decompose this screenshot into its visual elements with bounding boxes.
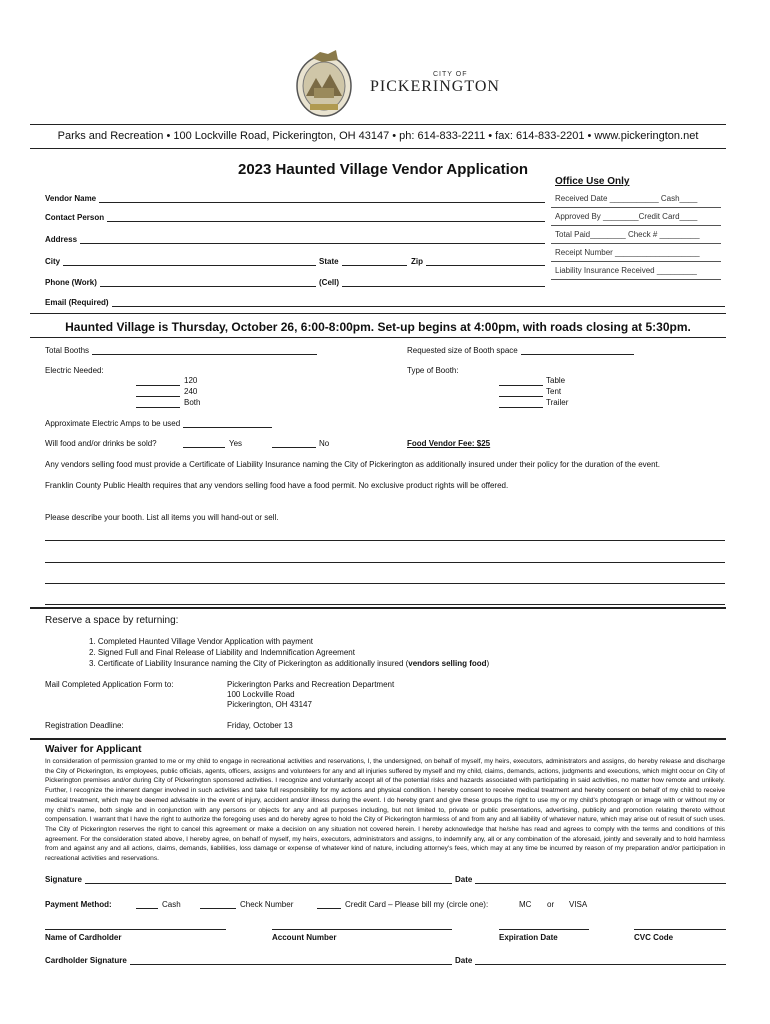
electric-both-blank[interactable]	[136, 407, 180, 408]
mail-address-line: 100 Lockville Road	[227, 690, 295, 699]
email-field[interactable]: Email (Required)	[45, 297, 725, 307]
electric-120-blank[interactable]	[136, 385, 180, 386]
expiration-date-line[interactable]	[499, 929, 589, 930]
mail-address-line: Pickerington Parks and Recreation Department	[227, 680, 395, 689]
office-row: Receipt Number ___________________	[551, 244, 721, 262]
header-rule	[30, 124, 726, 125]
food-vendor-fee: Food Vendor Fee: $25	[407, 439, 491, 448]
booth-tent-blank[interactable]	[499, 396, 543, 397]
reserve-item: 2. Signed Full and Final Release of Liability and Indemnification Agreement	[89, 648, 355, 657]
zip-field[interactable]: Zip	[411, 256, 545, 266]
check-blank[interactable]	[200, 908, 236, 909]
food-yes-blank[interactable]	[183, 447, 225, 448]
booth-trailer-blank[interactable]	[499, 407, 543, 408]
booth-table-blank[interactable]	[499, 385, 543, 386]
address-field[interactable]: Address	[45, 234, 545, 244]
event-banner: Haunted Village is Thursday, October 26, 6:00-8:00pm. Set-up begins at 4:00pm, with roads closing at 5:30pm.	[65, 320, 691, 334]
or-label: or	[547, 900, 555, 909]
electric-needed-label: Electric Needed:	[45, 366, 104, 375]
state-field[interactable]: State	[319, 256, 407, 266]
cvc-code-line[interactable]	[634, 929, 726, 930]
health-note: Franklin County Public Health requires that any vendors selling food have a food permit. No exclusive product rights will be offered.	[45, 481, 509, 490]
office-row: Received Date ___________ Cash____	[551, 190, 721, 208]
form-title: 2023 Haunted Village Vendor Application	[238, 161, 529, 178]
cash-blank[interactable]	[136, 908, 158, 909]
credit-card-label: Credit Card – Please bill my (circle one):	[345, 900, 489, 909]
waiver-title: Waiver for Applicant	[45, 744, 142, 755]
credit-card-blank[interactable]	[317, 908, 341, 909]
mc-option[interactable]: MC	[519, 900, 532, 909]
date-field[interactable]: Date	[455, 874, 726, 884]
reserve-item-3: 3. Certificate of Liability Insurance naming the City of Pickerington as additionally insured (vendors selling food)	[89, 659, 490, 668]
signature-field[interactable]: Signature	[45, 874, 452, 884]
waiver-text: In consideration of permission granted to me or my child to engage in recreational activities and reservations, I, the undersigned, on behalf of myself, my heirs, executors, administrators and assigns, do hereby release and discharge the City of Pickerington, its employees, public officials, agents, officers, assigns and volunteers for any and all injuries suffered by myself and my child, claims, demands, actions, judgments and executions, which might occur on City of Pickerington premises and/or during City of Pickerington sponsored activities. I recognize and voluntarily accept all of the potential risks and hazards associated with participating in said activities, no matter how remote and unlikely. Further, I recognize the inherent danger involved in such activities and take full responsibility for my actions and physical condition. I hereby consent to receive medical treatment and hereby consent on behalf of my child to receive medical treatment, which may be deemed advisable in the event of injury, accident and/or illness during the event. I do hereby grant and give these groups the right to use my or my child's photograph or image with or without my or my child's name, both single and in conjunction with any persons or objects for any and all purposes including, but not limited to, private or public presentations, advertising, publicity and promotion relating thereto without compensation. I warrant that I have the right to authorize the foregoing uses and do hereby agree to hold the City of Pickerington harmless of and from any and all liability of whatever nature, which may arise out of result of such uses. The City of Pickerington reserves the right to cancel this agreement or make a decision on any situation not covered herein. I hereby acknowledge that he/she has read and agrees to comply with the terms and conditions of this agreement. For the consideration stated above, I hereby agree, on behalf of myself, my heirs, executors, administrators and assigns, to indemnify any, all or any combination of the aforesaid, jointly and severally and to hold harmless from and against any and all actions, claims, demands, liabilities, loss damage or expense of whatever kind of nature, including attorney's fees, which may at any time be incurred by reason of my preparation and/or participation in recreational activities and reservations.	[45, 758, 725, 863]
cardholder-date-field[interactable]: Date	[455, 955, 726, 965]
payment-method-label: Payment Method:	[45, 900, 112, 909]
electric-option: 240	[184, 387, 198, 396]
account-number-label: Account Number	[272, 933, 337, 942]
electric-option: Both	[184, 398, 201, 407]
contact-line: Parks and Recreation • 100 Lockville Road, Pickerington, OH 43147 • ph: 614-833-2211 • fax: 614-833-2201 • www.pickerington.net	[57, 130, 699, 142]
reserve-item: 1. Completed Haunted Village Vendor Application with payment	[89, 637, 313, 646]
header-rule-2	[30, 148, 726, 149]
phone-work-field[interactable]: Phone (Work)	[45, 277, 316, 287]
contact-person-field[interactable]: Contact Person	[45, 212, 545, 222]
account-number-line[interactable]	[272, 929, 452, 930]
office-row: Total Paid________ Check # _________	[551, 226, 721, 244]
office-use-title: Office Use Only	[555, 176, 630, 187]
city-name-logo: PICKERINGTON	[370, 78, 500, 95]
booth-option: Trailer	[546, 398, 569, 407]
describe-line[interactable]	[45, 540, 725, 541]
office-row: Approved By ________Credit Card____	[551, 208, 721, 226]
mail-label: Mail Completed Application Form to:	[45, 680, 174, 689]
mail-address-line: Pickerington, OH 43147	[227, 700, 312, 709]
cardholder-name-label: Name of Cardholder	[45, 933, 122, 942]
visa-option[interactable]: VISA	[569, 900, 588, 909]
deadline-label: Registration Deadline:	[45, 721, 124, 730]
booth-option: Table	[546, 376, 566, 385]
office-row: Liability Insurance Received _________	[551, 262, 721, 280]
deadline-value: Friday, October 13	[227, 721, 293, 730]
cvc-code-label: CVC Code	[634, 933, 674, 942]
banner-rule-bottom	[30, 337, 726, 338]
food-question: Will food and/or drinks be sold?	[45, 439, 157, 448]
cardholder-name-line[interactable]	[45, 929, 226, 930]
city-of-label: CITY OF	[433, 71, 468, 78]
describe-line[interactable]	[45, 562, 725, 563]
electric-240-blank[interactable]	[136, 396, 180, 397]
cash-label: Cash	[162, 900, 181, 909]
section-rule	[30, 607, 726, 609]
describe-booth-label: Please describe your booth. List all items you will hand-out or sell.	[45, 513, 279, 522]
banner-rule-top	[30, 313, 726, 314]
booth-type-label: Type of Booth:	[407, 366, 459, 375]
section-rule	[30, 738, 726, 740]
expiration-date-label: Expiration Date	[499, 933, 558, 942]
insurance-note: Any vendors selling food must provide a Certificate of Liability Insurance naming the City of Pickerington as additionally insured under their policy for the duration of the event.	[45, 460, 661, 469]
booth-size-field[interactable]: Requested size of Booth space	[407, 345, 634, 355]
food-yes-label: Yes	[229, 439, 243, 448]
food-no-blank[interactable]	[272, 447, 316, 448]
office-use-box	[551, 174, 721, 286]
cardholder-signature-field[interactable]: Cardholder Signature	[45, 955, 452, 965]
phone-cell-field[interactable]: (Cell)	[319, 277, 545, 287]
city-seal-icon	[292, 48, 356, 120]
reserve-title: Reserve a space by returning:	[45, 615, 179, 626]
describe-line[interactable]	[45, 604, 725, 605]
electric-option: 120	[184, 376, 198, 385]
check-number-label: Check Number	[240, 900, 294, 909]
booth-option: Tent	[546, 387, 562, 396]
electric-amps-field[interactable]: Approximate Electric Amps to be used	[45, 418, 272, 428]
describe-line[interactable]	[45, 583, 725, 584]
total-booths-field[interactable]: Total Booths	[45, 345, 317, 355]
food-no-label: No	[319, 439, 330, 448]
vendor-name-field[interactable]: Vendor Name	[45, 193, 545, 203]
city-field[interactable]: City	[45, 256, 316, 266]
